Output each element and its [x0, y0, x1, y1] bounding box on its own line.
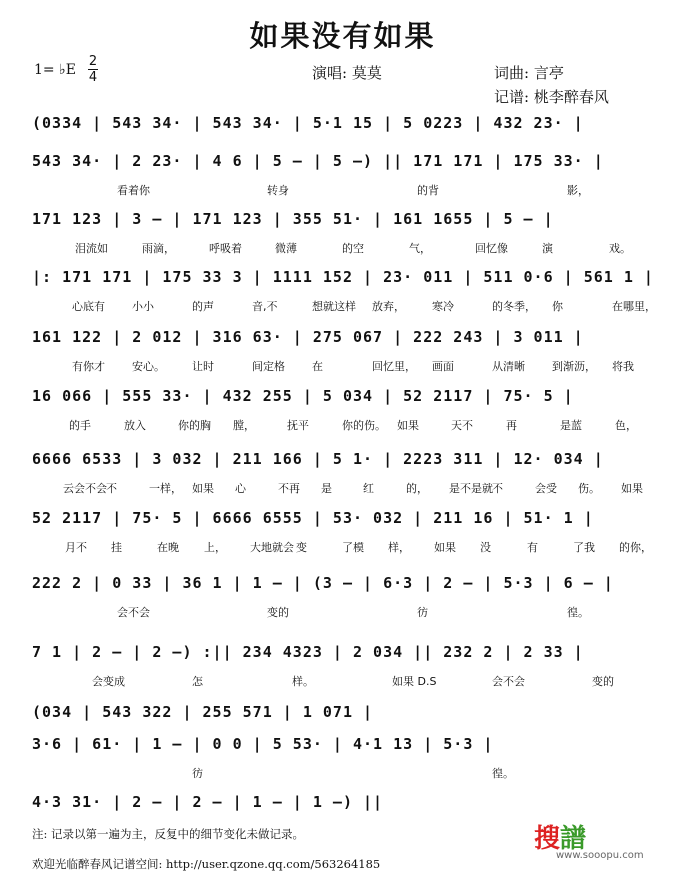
notation-row: 161 122 | 2 012 | 316 63· | 275 067 | 222 243 | 3 011 |	[32, 328, 584, 346]
notation-row: (034 | 543 322 | 255 571 | 1 071 |	[32, 703, 374, 721]
lyric-word: 放入	[124, 419, 146, 432]
lyric-word: 寒冷	[432, 300, 454, 313]
lyric-word: 你	[552, 300, 563, 313]
song-title: 如果没有如果	[249, 19, 436, 53]
lyric-word: 再	[506, 419, 517, 432]
lyric-word: 的冬季，	[492, 300, 536, 313]
lyric-word: 不再	[278, 482, 300, 495]
lyric-word: 是	[321, 482, 332, 495]
lyric-row	[32, 182, 652, 196]
lyric-word: 转身	[267, 184, 289, 197]
lyric-word: 彷	[417, 606, 428, 619]
lyric-word: 如果	[192, 482, 214, 495]
notation-row: 543 34· | 2 23· | 4 6 | 5 – | 5 –) || 171 171 | 175 33· |	[32, 152, 604, 170]
lyric-row	[32, 417, 652, 431]
notation-row: 222 2 | 0 33 | 36 1 | 1 – | (3 – | 6·3 | 2 – | 5·3 | 6 – |	[32, 574, 614, 592]
lyric-word: 如果	[621, 482, 643, 495]
lyric-word: 抚平	[287, 419, 309, 432]
lyric-word: 影，	[567, 184, 589, 197]
lyric-word: 了我	[573, 541, 595, 554]
lyric-row	[32, 480, 652, 494]
lyric-word: 如果	[434, 541, 456, 554]
notation-row: 171 123 | 3 – | 171 123 | 355 51· | 161 1655 | 5 – |	[32, 210, 554, 228]
lyric-word: 戏。	[609, 242, 631, 255]
lyric-word: 的手	[69, 419, 91, 432]
lyric-word: 想就这样	[312, 300, 356, 313]
lyric-row	[32, 298, 656, 313]
footnote: 注: 记录以第一遍为主，反复中的细节变化未做记录。	[32, 827, 305, 841]
transcriber: 记谱: 桃李醉春风	[494, 88, 609, 106]
lyric-word: 怎	[192, 675, 203, 688]
lyric-word: 安心。	[132, 360, 165, 373]
lyric-word: 天不	[451, 419, 473, 432]
logo-url: www.sooopu.com	[556, 850, 644, 861]
lyric-word: 从清晰	[492, 360, 525, 373]
lyric-word: 让时	[192, 360, 214, 373]
lyric-word: 变的	[267, 606, 289, 619]
lyric-word: 小小	[132, 300, 154, 313]
lyric-word: 回忆像	[475, 242, 508, 255]
singer: 演唱: 莫莫	[312, 64, 382, 82]
lyric-word: 在哪里，	[612, 300, 656, 313]
composer: 词曲: 言亭	[494, 64, 564, 82]
lyric-word: 会受	[535, 482, 557, 495]
logo-text: 搜譜	[534, 824, 587, 854]
lyric-word: 有	[527, 541, 538, 554]
lyric-word: 如果	[397, 419, 419, 432]
lyric-word: 不	[492, 482, 503, 495]
lyric-row	[32, 539, 652, 553]
lyric-word: 会不会	[117, 606, 150, 619]
lyric-word: 挂	[111, 541, 122, 554]
lyric-word: 没	[480, 541, 491, 554]
lyric-word: 会变成	[92, 675, 125, 688]
notation-row: 16 066 | 555 33· | 432 255 | 5 034 | 52 2117 | 75· 5 |	[32, 387, 574, 405]
time-signature	[86, 55, 100, 84]
lyric-word: 泪流如	[75, 242, 108, 255]
lyric-word: 红	[363, 482, 374, 495]
notation-row: 7 1 | 2 – | 2 –) :|| 234 4323 | 2 034 || 232 2 | 2 33 |	[32, 643, 584, 661]
lyric-word: 心	[235, 482, 246, 495]
lyric-word: 伤。	[578, 482, 600, 495]
lyric-word: 彷	[192, 767, 203, 780]
notation-row: (0334 | 543 34· | 543 34· | 5·1 15 | 5 0223 | 432 23· |	[32, 114, 584, 132]
lyric-word: 膛，	[233, 419, 255, 432]
lyric-word: 徨。	[567, 606, 589, 619]
lyric-word: 徨。	[492, 767, 514, 780]
lyric-word: 你的胸	[178, 419, 211, 432]
lyric-word: 一样，	[149, 482, 182, 495]
lyric-word: 画面	[432, 360, 454, 373]
lyric-word: 是蓝	[560, 419, 582, 432]
lyric-word: 音,不	[252, 300, 278, 313]
lyric-word: 雨滴，	[142, 242, 175, 255]
lyric-word: 了模	[342, 541, 364, 554]
lyric-word: 会不会	[492, 675, 525, 688]
notation-row: 3·6 | 61· | 1 – | 0 0 | 5 53· | 4·1 13 | 5·3 |	[32, 735, 494, 753]
lyric-word: 上，	[204, 541, 226, 554]
notation-row: 52 2117 | 75· 5 | 6666 6555 | 53· 032 | 211 16 | 51· 1 |	[32, 509, 594, 527]
lyric-word: 气，	[409, 242, 431, 255]
lyric-word: 回忆里，	[372, 360, 416, 373]
lyric-word: 的背	[417, 184, 439, 197]
notation-row: 4·3 31· | 2 – | 2 – | 1 – | 1 –) ||	[32, 793, 384, 811]
lyric-word: 演	[542, 242, 553, 255]
lyric-word: 有你才	[72, 360, 105, 373]
lyric-word: 放弃，	[372, 300, 405, 313]
notation-row: 6666 6533 | 3 032 | 211 166 | 5 1· | 2223 311 | 12· 034 |	[32, 450, 604, 468]
lyric-word: 将我	[612, 360, 634, 373]
lyric-word: 微薄	[275, 242, 297, 255]
lyric-row	[32, 765, 652, 779]
lyric-word: 变	[296, 541, 307, 554]
lyric-word: 是不是就	[449, 482, 493, 495]
lyric-row	[32, 604, 652, 618]
lyric-word: 的你，	[619, 541, 652, 554]
lyric-word: 间定格	[252, 360, 285, 373]
lyric-row	[32, 673, 652, 687]
sooopu-logo	[530, 818, 650, 862]
time-bottom: 4	[88, 70, 98, 85]
time-top: 2	[88, 54, 98, 69]
lyric-word: 的声	[192, 300, 214, 313]
lyric-word: 云会不会	[63, 482, 107, 495]
key-signature: 1= ♭E	[34, 62, 76, 78]
lyric-word: 样，	[388, 541, 410, 554]
lyric-word: 不	[106, 482, 117, 495]
lyric-word: 看着你	[117, 184, 150, 197]
lyric-word: 大地就会	[250, 541, 294, 554]
lyric-word: 在晚	[157, 541, 179, 554]
lyric-word: 样。	[292, 675, 314, 688]
lyric-word: 变的	[592, 675, 614, 688]
notation-row: |: 171 171 | 175 33 3 | 1111 152 | 23· 011 | 511 0·6 | 561 1 |	[32, 268, 654, 286]
welcome-text: 欢迎光临醉春风记谱空间: http://user.qzone.qq.com/563264185	[32, 857, 381, 871]
lyric-word: 心底有	[72, 300, 105, 313]
lyric-word: 的空	[342, 242, 364, 255]
lyric-word: 的，	[406, 482, 428, 495]
lyric-word: 你的伤。	[342, 419, 386, 432]
lyric-row	[32, 358, 652, 372]
lyric-word: 呼吸着	[209, 242, 242, 255]
lyric-row	[32, 240, 652, 254]
lyric-word: 如果 D.S	[392, 675, 437, 688]
lyric-word: 月不	[65, 541, 87, 554]
lyric-word: 到渐沥，	[552, 360, 596, 373]
lyric-word: 在	[312, 360, 323, 373]
lyric-word: 色，	[615, 419, 637, 432]
